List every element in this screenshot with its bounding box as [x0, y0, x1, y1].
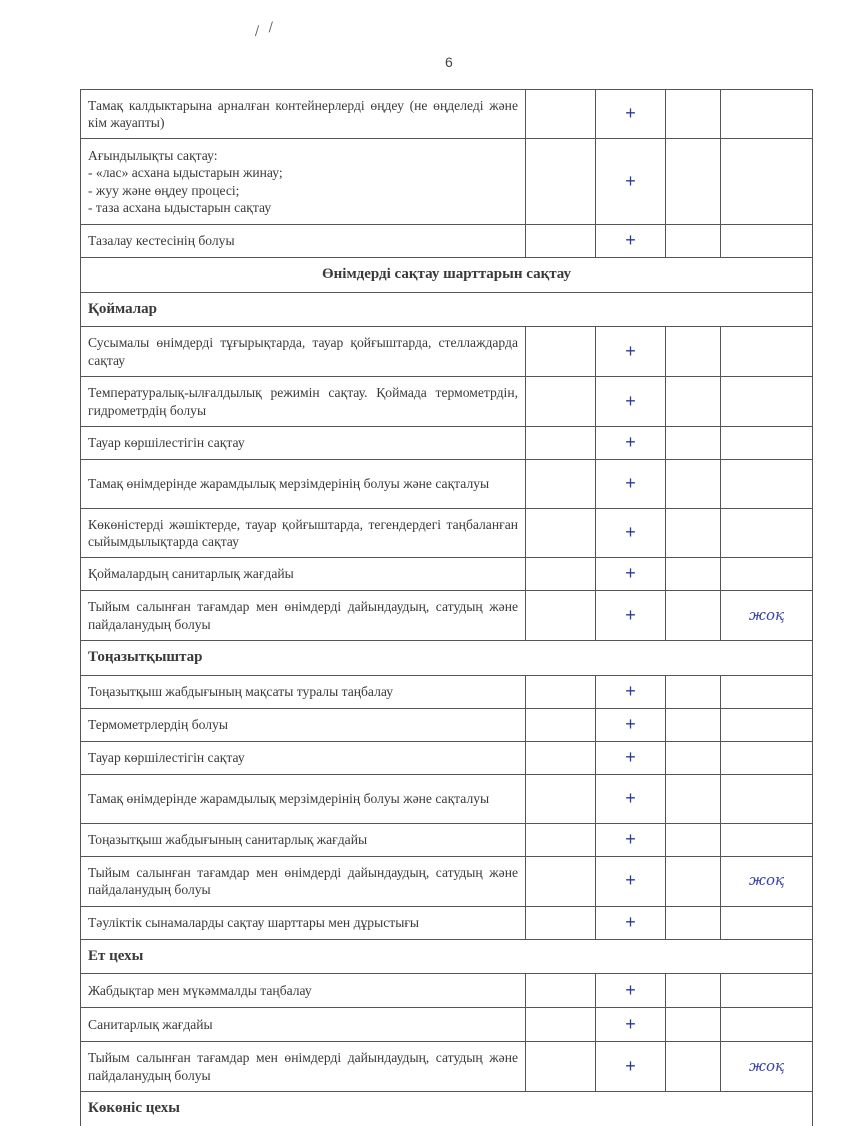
subsection-header-row [81, 641, 813, 676]
column-4-cell [666, 708, 721, 741]
requirement-line: Тәуліктік сынамаларды сақтау шарттары мен дұрыстығы [88, 914, 420, 930]
requirement-line: Тауар көршілестігін сақтау [88, 749, 245, 765]
handwritten-note-cell [721, 327, 813, 377]
column-2-cell [526, 427, 596, 460]
compliance-mark-cell: + [596, 708, 666, 741]
handwritten-note-cell [721, 139, 813, 225]
subsection-header-row [81, 939, 813, 974]
requirement-description [81, 675, 526, 708]
page-number: 6 [445, 54, 453, 70]
handwritten-note-cell: жоқ [721, 591, 813, 641]
requirement-line: Тыйым салынған тағамдар мен өнімдерді дайындаудың, сатудың және пайдаланудың болуы [88, 1050, 518, 1083]
column-2-cell [526, 139, 596, 225]
column-2-cell [526, 675, 596, 708]
handwritten-note-cell [721, 558, 813, 591]
checklist-row [81, 1042, 813, 1092]
margin-scribble: ⁄ ⁄ [254, 17, 279, 39]
column-2-cell [526, 1042, 596, 1092]
checklist-row [81, 823, 813, 856]
handwritten-note-cell [721, 906, 813, 939]
column-2-cell [526, 509, 596, 558]
requirement-description [81, 774, 526, 823]
checklist-row [81, 225, 813, 258]
compliance-mark-cell: + [596, 741, 666, 774]
column-4-cell [666, 90, 721, 139]
requirement-description [81, 225, 526, 258]
requirement-line: Санитарлық жағдайы [88, 1016, 213, 1032]
column-4-cell [666, 139, 721, 225]
checklist-row [81, 974, 813, 1008]
column-4-cell [666, 906, 721, 939]
handwritten-note-cell [721, 427, 813, 460]
checklist-row [81, 675, 813, 708]
checklist-row [81, 741, 813, 774]
column-4-cell [666, 591, 721, 641]
requirement-line: Тоңазытқыш жабдығының санитарлық жағдайы [88, 831, 368, 847]
requirement-line: Көкөністерді жәшіктерде, тауар қойғыштарда, тегендердегі таңбаланған сыйымдылықтарда сақтау [88, 516, 518, 549]
compliance-mark-cell: + [596, 675, 666, 708]
section-header-row [81, 258, 813, 293]
checklist-row [81, 327, 813, 377]
subsection-title: Көкөніс цехы [81, 1092, 813, 1126]
requirement-description [81, 509, 526, 558]
checklist-row [81, 377, 813, 427]
column-2-cell [526, 1008, 596, 1042]
column-2-cell [526, 708, 596, 741]
column-2-cell [526, 90, 596, 139]
requirement-line: Тамақ өнімдерінде жарамдылық мерзімдерінің болуы және сақталуы [88, 790, 490, 806]
checklist-row [81, 774, 813, 823]
compliance-mark-cell: + [596, 591, 666, 641]
compliance-mark-cell: + [596, 1008, 666, 1042]
compliance-mark-cell: + [596, 906, 666, 939]
requirement-line: Тауар көршілестігін сақтау [88, 435, 245, 451]
handwritten-note-cell [721, 90, 813, 139]
subsection-title: Қоймалар [81, 292, 813, 327]
checklist-row [81, 856, 813, 906]
column-4-cell [666, 675, 721, 708]
column-4-cell [666, 774, 721, 823]
compliance-mark-cell: + [596, 90, 666, 139]
handwritten-note-cell: жоқ [721, 1042, 813, 1092]
checklist-row [81, 591, 813, 641]
compliance-mark-cell: + [596, 139, 666, 225]
column-4-cell [666, 327, 721, 377]
requirement-line: Тазалау кестесінің болуы [88, 233, 235, 249]
handwritten-note-cell [721, 225, 813, 258]
requirement-description [81, 460, 526, 509]
compliance-mark-cell: + [596, 823, 666, 856]
requirement-line: Қоймалардың санитарлық жағдайы [88, 566, 294, 582]
requirement-line: Тыйым салынған тағамдар мен өнімдерді дайындаудың, сатудың және пайдаланудың болуы [88, 599, 518, 632]
column-4-cell [666, 377, 721, 427]
requirement-description [81, 823, 526, 856]
requirement-description [81, 1008, 526, 1042]
requirement-line: Жабдықтар мен мүкәммалды таңбалау [88, 982, 312, 998]
requirement-description [81, 139, 526, 225]
column-4-cell [666, 1042, 721, 1092]
column-4-cell [666, 460, 721, 509]
handwritten-note-cell: жоқ [721, 856, 813, 906]
requirement-description [81, 708, 526, 741]
requirement-description [81, 741, 526, 774]
handwritten-note-cell [721, 1008, 813, 1042]
column-4-cell [666, 823, 721, 856]
requirement-description [81, 591, 526, 641]
handwritten-note-cell [721, 974, 813, 1008]
handwritten-note-cell [721, 509, 813, 558]
section-title: Өнімдерді сақтау шарттарын сақтау [81, 258, 813, 293]
checklist-row [81, 139, 813, 225]
checklist-row [81, 558, 813, 591]
handwritten-note-cell [721, 823, 813, 856]
column-2-cell [526, 974, 596, 1008]
column-2-cell [526, 591, 596, 641]
requirement-description [81, 1042, 526, 1092]
requirement-line: Тамақ өнімдерінде жарамдылық мерзімдерінің болуы және сақталуы [88, 476, 490, 492]
checklist-row [81, 427, 813, 460]
compliance-mark-cell: + [596, 509, 666, 558]
checklist-row [81, 90, 813, 139]
requirement-line: Тамақ калдыктарына арналған контейнерлерді өңдеу (не өңделеді және кім жауапты) [88, 97, 518, 130]
subsection-header-row [81, 1092, 813, 1126]
column-4-cell [666, 1008, 721, 1042]
checklist-row [81, 906, 813, 939]
requirement-line: Тыйым салынған тағамдар мен өнімдерді дайындаудың, сатудың және пайдаланудың болуы [88, 864, 518, 897]
checklist-row [81, 509, 813, 558]
column-2-cell [526, 906, 596, 939]
compliance-mark-cell: + [596, 327, 666, 377]
requirement-line: Сусымалы өнімдерді тұғырықтарда, тауар қойғыштарда, стеллаждарда сақтау [88, 335, 518, 368]
requirement-line: Ағындылықты сақтау: [88, 147, 218, 163]
column-2-cell [526, 327, 596, 377]
requirement-description [81, 427, 526, 460]
requirement-description [81, 327, 526, 377]
column-4-cell [666, 856, 721, 906]
handwritten-note-cell [721, 774, 813, 823]
column-4-cell [666, 509, 721, 558]
checklist-row [81, 708, 813, 741]
requirement-description [81, 377, 526, 427]
requirement-description [81, 906, 526, 939]
requirement-line: - жуу және өңдеу процесі; [88, 182, 240, 198]
compliance-mark-cell: + [596, 856, 666, 906]
requirement-line: - таза асхана ыдыстарын сақтау [88, 200, 272, 215]
handwritten-note-cell [721, 708, 813, 741]
requirement-line: Тоңазытқыш жабдығының мақсаты туралы таңбалау [88, 683, 394, 699]
handwritten-note-cell [721, 377, 813, 427]
column-4-cell [666, 225, 721, 258]
requirement-description [81, 856, 526, 906]
column-2-cell [526, 774, 596, 823]
checklist-row [81, 460, 813, 509]
requirement-description [81, 558, 526, 591]
column-2-cell [526, 741, 596, 774]
column-2-cell [526, 460, 596, 509]
column-4-cell [666, 741, 721, 774]
compliance-mark-cell: + [596, 427, 666, 460]
column-4-cell [666, 427, 721, 460]
compliance-mark-cell: + [596, 460, 666, 509]
requirement-line: Температуралық-ылғалдылық режимін сақтау. Қоймада термометрдін, гидрометрдің болуы [88, 385, 518, 418]
column-2-cell [526, 823, 596, 856]
column-2-cell [526, 377, 596, 427]
checklist-row [81, 1008, 813, 1042]
requirement-line: Термометрлердің болуы [88, 716, 228, 732]
compliance-mark-cell: + [596, 774, 666, 823]
subsection-title: Тоңазытқыштар [81, 641, 813, 676]
subsection-title: Ет цехы [81, 939, 813, 974]
handwritten-note-cell [721, 741, 813, 774]
handwritten-note-cell [721, 675, 813, 708]
requirement-description [81, 974, 526, 1008]
inspection-checklist-table [80, 89, 813, 1126]
compliance-mark-cell: + [596, 558, 666, 591]
compliance-mark-cell: + [596, 974, 666, 1008]
compliance-mark-cell: + [596, 377, 666, 427]
subsection-header-row [81, 292, 813, 327]
column-2-cell [526, 856, 596, 906]
column-2-cell [526, 558, 596, 591]
compliance-mark-cell: + [596, 1042, 666, 1092]
handwritten-note-cell [721, 460, 813, 509]
column-2-cell [526, 225, 596, 258]
column-4-cell [666, 558, 721, 591]
requirement-line: - «лас» асхана ыдыстарын жинау; [88, 165, 283, 180]
column-4-cell [666, 974, 721, 1008]
compliance-mark-cell: + [596, 225, 666, 258]
requirement-description [81, 90, 526, 139]
